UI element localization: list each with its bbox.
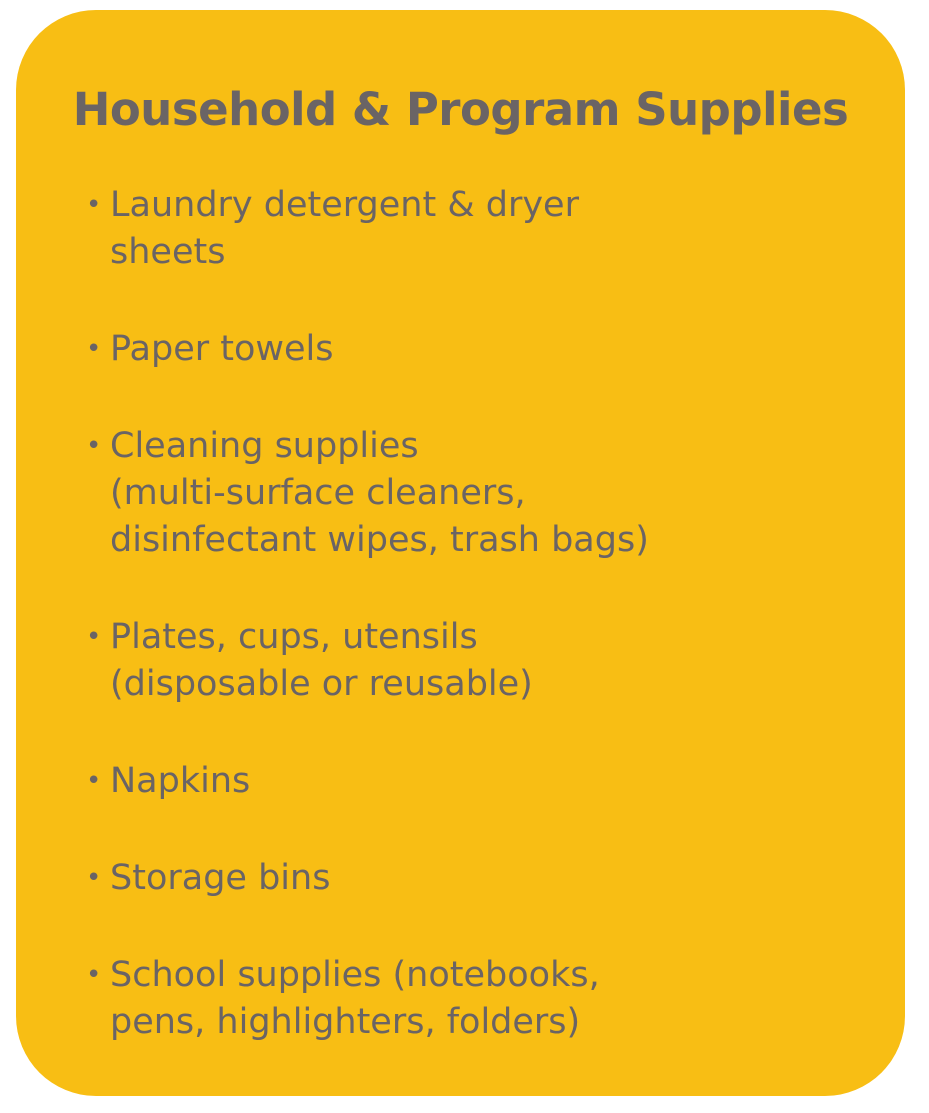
list-item bbox=[86, 423, 786, 564]
bullet-icon: • bbox=[86, 431, 102, 461]
list-item-label: School supplies (notebooks, pens, highlighters, folders) bbox=[110, 955, 600, 1042]
bullet-icon: • bbox=[86, 334, 102, 364]
list-item bbox=[86, 326, 786, 373]
bullet-icon: • bbox=[86, 766, 102, 796]
bullet-icon: • bbox=[86, 863, 102, 893]
bullet-icon: • bbox=[86, 622, 102, 652]
card-title: Household & Program Supplies bbox=[72, 83, 849, 136]
list-item bbox=[86, 758, 786, 805]
list-item bbox=[86, 614, 786, 708]
list-item-label: Napkins bbox=[110, 761, 251, 801]
list-item-label: Paper towels bbox=[110, 329, 334, 369]
supplies-list bbox=[86, 182, 786, 1096]
list-item-label: Cleaning supplies (multi-surface cleaners, disinfectant wipes, trash bags) bbox=[110, 426, 649, 560]
supplies-card bbox=[16, 10, 905, 1096]
list-item bbox=[86, 855, 786, 902]
list-item-label: Laundry detergent & dryer sheets bbox=[110, 185, 579, 272]
list-item-label: Plates, cups, utensils (disposable or reusable) bbox=[110, 617, 533, 704]
list-item bbox=[86, 952, 786, 1046]
list-item bbox=[86, 182, 786, 276]
bullet-icon: • bbox=[86, 190, 102, 220]
list-item-label: Storage bins bbox=[110, 858, 331, 898]
bullet-icon: • bbox=[86, 960, 102, 990]
